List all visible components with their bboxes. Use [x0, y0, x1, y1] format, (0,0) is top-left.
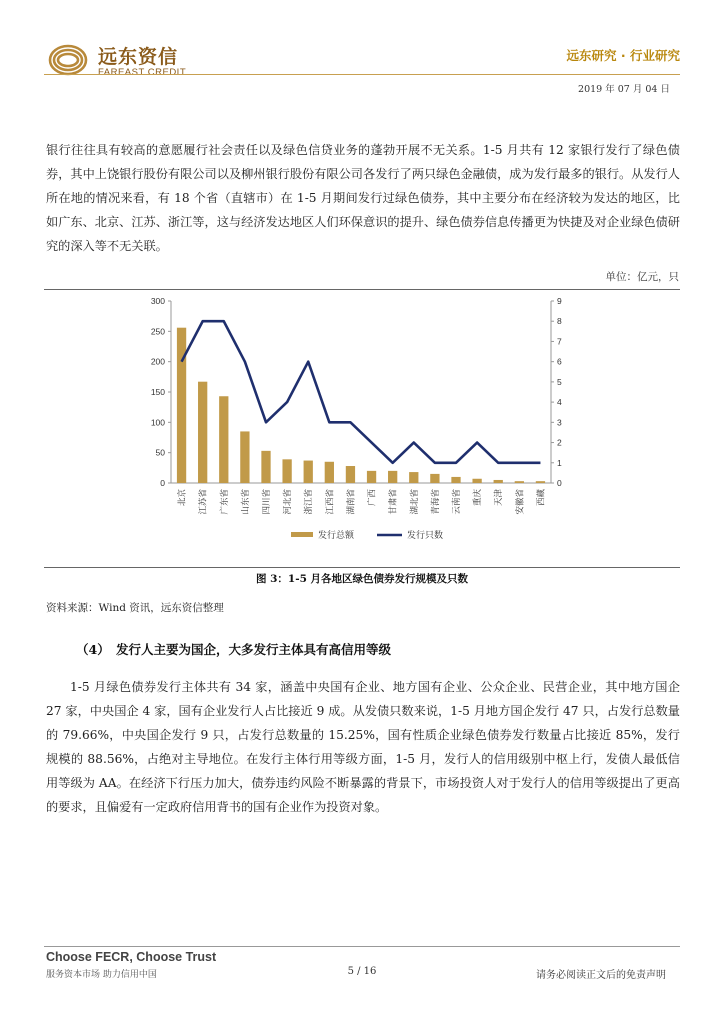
bar — [388, 471, 397, 483]
bar — [451, 477, 460, 483]
bar — [430, 474, 439, 483]
bar — [282, 459, 291, 483]
y-right-tick-label: 7 — [557, 336, 562, 347]
x-category-label: 青海省 — [430, 489, 441, 515]
legend-label-amount: 发行总额 — [318, 531, 355, 541]
y-right-tick-label: 3 — [557, 417, 562, 428]
section-title: 发行人主要为国企，大多发行主体具有高信用等级 — [116, 642, 392, 657]
page-number: 5 / 16 — [347, 966, 377, 977]
y-left-tick-label: 200 — [150, 356, 165, 367]
bar — [304, 461, 313, 483]
x-category-label: 天津 — [494, 489, 505, 507]
x-category-label: 湖北省 — [409, 489, 420, 515]
issuance-count-line — [182, 321, 541, 463]
bar — [240, 431, 249, 483]
y-right-tick-label: 1 — [557, 457, 562, 468]
x-category-label: 山东省 — [240, 489, 251, 515]
y-left-tick-label: 100 — [150, 417, 165, 428]
bar — [515, 481, 524, 483]
x-category-label: 西藏 — [536, 489, 547, 507]
body-paragraph-2: 1-5 月绿色债券发行主体共有 34 家，涵盖中央国有企业、地方国有企业、公众企业、民营企业，其中地方国企 27 家，中央国企 4 家，国有企业发行人占比接近 9 成。从发债只数来说，1-5 月地方国企发行 47 只，占发行总数量的 79.66%，中央国企发行 9 只，占发行总数量的 15.25%，国有性质企业绿色债券发行数量占比接近 85%，发行规模的 88.56%，占绝对主导地位。在发行主体行用等级方面，1-5 月，发行人的信用级别中枢上行，发债人最低信用等级为 AA。在经济下行压力加大，债券违约风险不断暴露的背景下，市场投资人对于发行人的信用等级提出了更高的要求，且偏爱有一定政府信用背书的国有企业作为投资对象。 — [46, 680, 680, 814]
y-left-tick-label: 300 — [150, 296, 165, 306]
line-series — [182, 321, 541, 463]
y-right-tick-label: 2 — [557, 437, 562, 448]
bar — [494, 480, 503, 483]
y-right-tick-label: 9 — [557, 296, 562, 306]
y-right-tick-label: 6 — [557, 356, 562, 367]
footer-subslogan: 服务资本市场 助力信用中国 — [46, 970, 157, 980]
y-right-tick-label: 4 — [557, 397, 562, 408]
x-category-label: 河北省 — [283, 489, 294, 515]
bar — [198, 382, 207, 483]
footer-divider — [44, 946, 680, 947]
bar — [409, 472, 418, 483]
bar — [177, 328, 186, 483]
section-heading-4 — [76, 640, 391, 658]
x-category-label: 广东省 — [219, 489, 230, 515]
x-category-label: 江苏省 — [198, 489, 209, 515]
y-right-tick-label: 5 — [557, 376, 562, 387]
x-category-label: 甘肃省 — [388, 489, 399, 515]
x-category-label: 湖南省 — [346, 489, 357, 515]
y-right-tick-label: 0 — [557, 478, 562, 488]
legend-label-count: 发行只数 — [407, 531, 444, 541]
y-left-tick-label: 250 — [150, 326, 165, 337]
header-divider — [44, 74, 680, 75]
section-number: （4） — [76, 642, 110, 657]
bar — [346, 466, 355, 483]
x-category-label: 广西 — [367, 489, 378, 507]
chart-legend — [291, 529, 443, 541]
y-left-tick-label: 0 — [160, 478, 165, 488]
y-left-tick-label: 150 — [150, 387, 165, 397]
x-category-label: 四川省 — [262, 489, 272, 515]
bar — [261, 451, 270, 483]
header-section-title: 远东研究 · 行业研究 — [566, 48, 680, 63]
bar — [472, 479, 481, 483]
x-category-label: 云南省 — [452, 489, 462, 515]
x-category-label: 重庆 — [473, 489, 484, 507]
y-left-tick-label: 50 — [155, 447, 165, 458]
body-paragraph-1: 银行往往具有较高的意愿履行社会责任以及绿色信贷业务的蓬勃开展不无关系。1-5 月共有 12 家银行发行了绿色债券，其中上饶银行股份有限公司以及柳州银行股份有限公司各发行了两只绿色金融债，成为发行最多的银行。从发行人所在地的情况来看，有 18 个省（直辖市）在 1-5 月期间发行过绿色债券，其中主要分布在经济较为发达的地区，比如广东、北京、江苏、浙江等，这与经济发达地区人们环保意识的提升、绿色债券信息传播更为快捷及对企业绿色债研究的深入等不无关联。 — [46, 143, 680, 253]
footer-disclaimer: 请务必阅读正文后的免责声明 — [536, 970, 666, 981]
x-category-label: 江西省 — [325, 489, 336, 515]
bar — [536, 481, 545, 483]
footer-slogan: Choose FECR, Choose Trust — [46, 950, 217, 964]
regional-green-bond-chart — [44, 290, 680, 565]
brand-name-en: FAREAST CREDIT — [98, 67, 187, 78]
report-date: 2019 年 07 月 04 日 — [578, 84, 670, 95]
x-category-label: 安徽省 — [515, 489, 526, 515]
bar — [367, 471, 376, 483]
y-right-tick-label: 8 — [557, 316, 562, 327]
data-source: 资料来源：Wind 资讯，远东资信整理 — [46, 602, 224, 614]
bar — [219, 396, 228, 483]
x-category-label: 浙江省 — [304, 489, 315, 515]
legend-bar-swatch — [291, 532, 313, 537]
x-category-label: 北京 — [177, 489, 188, 507]
bar-series — [177, 328, 545, 483]
brand-name-cn: 远东资信 — [98, 46, 179, 68]
bar — [325, 462, 334, 483]
chart-unit-label: 单位：亿元，只 — [605, 271, 679, 283]
figure-caption: 图 3：1-5 月各地区绿色债券发行规模及只数 — [255, 573, 469, 585]
